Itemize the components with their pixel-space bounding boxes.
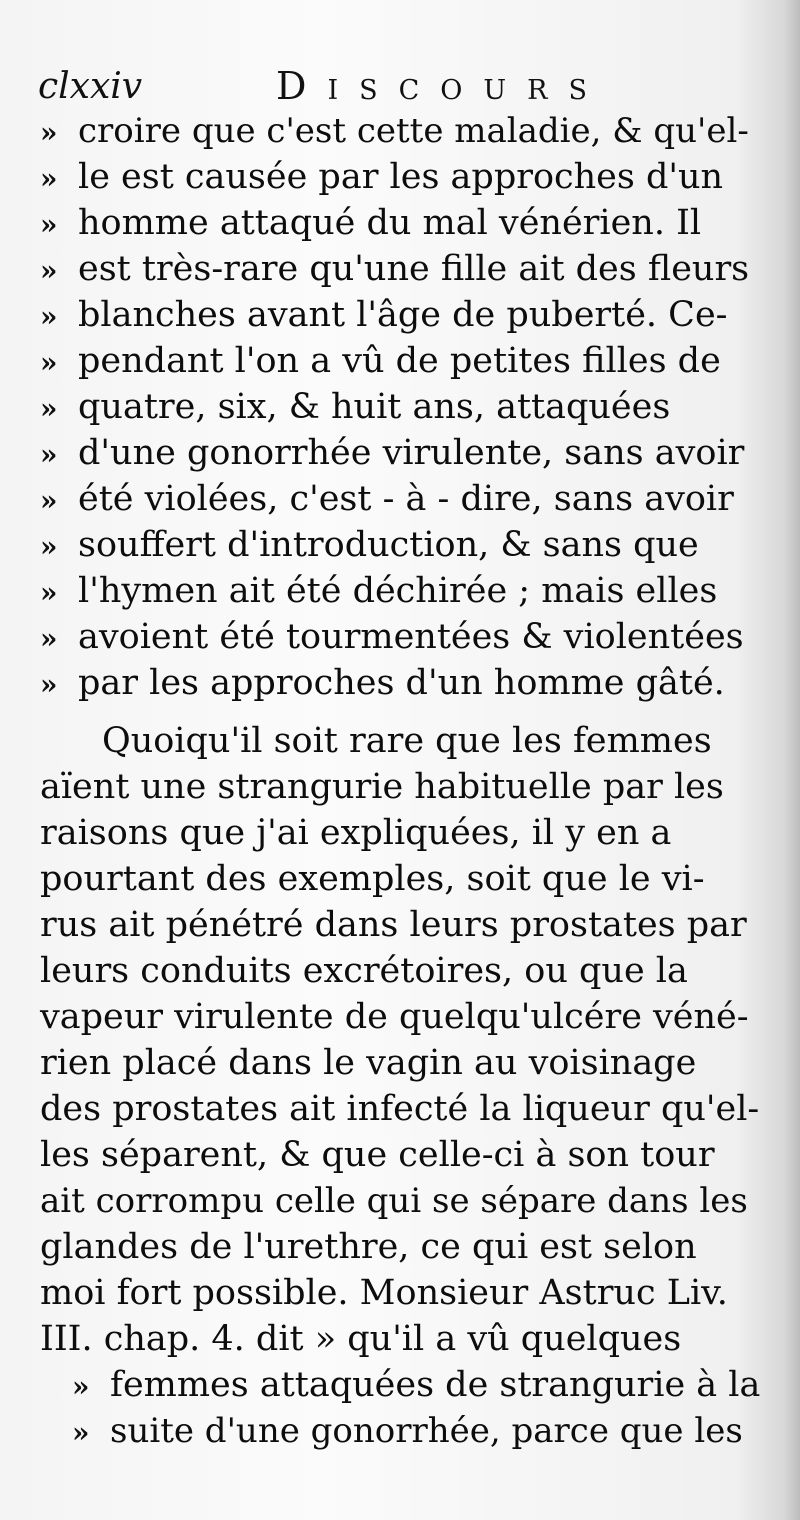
text-line	[40, 200, 701, 246]
text-line	[40, 568, 717, 614]
line-text: pourtant des exemples, soit que le vi-	[40, 859, 705, 899]
line-text: quatre, six, & huit ans, attaquées	[78, 387, 671, 427]
line-text: raisons que j'ai expliquées, il y en a	[40, 813, 672, 853]
text-line	[72, 1362, 760, 1408]
text-line	[72, 1408, 743, 1454]
quote-mark: »	[40, 668, 58, 701]
line-text: vapeur virulente de quelqu'ulcére véné-	[40, 997, 749, 1037]
quote-mark: »	[40, 162, 58, 195]
text-line	[40, 1270, 728, 1316]
text-line	[40, 994, 749, 1040]
line-text: été violées, c'est - à - dire, sans avoir	[78, 479, 734, 519]
line-text: est très-rare qu'une fille ait des fleurs	[78, 249, 750, 289]
quote-mark: »	[72, 1370, 90, 1403]
quote-mark: »	[40, 576, 58, 609]
quote-mark: »	[40, 346, 58, 379]
line-text: souffert d'introduction, & sans que	[78, 525, 699, 565]
running-title: Discours	[276, 64, 609, 108]
text-line	[40, 764, 724, 810]
line-text: le est causée par les approches d'un	[78, 157, 724, 197]
quote-mark: »	[40, 208, 58, 241]
line-text: rien placé dans le vagin au voisinage	[40, 1043, 697, 1083]
quote-mark: »	[40, 484, 58, 517]
text-line	[40, 476, 734, 522]
text-line	[40, 1316, 681, 1362]
line-text: femmes attaquées de strangurie à la	[110, 1365, 761, 1405]
text-line	[40, 154, 723, 200]
line-text: l'hymen ait été déchirée ; mais elles	[78, 571, 718, 611]
quote-mark: »	[40, 438, 58, 471]
line-text: leurs conduits excrétoires, ou que la	[40, 951, 688, 991]
text-line	[40, 522, 699, 568]
quote-mark: »	[40, 116, 58, 149]
text-line	[40, 1178, 748, 1224]
line-text: moi fort possible. Monsieur Astruc Liv.	[40, 1273, 728, 1313]
text-line	[40, 1132, 715, 1178]
line-text: d'une gonorrhée virulente, sans avoir	[78, 433, 745, 473]
text-line	[40, 338, 721, 384]
line-text: pendant l'on a vû de petites filles de	[78, 341, 721, 381]
line-text: blanches avant l'âge de puberté. Ce-	[78, 295, 728, 335]
line-text: III. chap. 4. dit » qu'il a vû quelques	[40, 1319, 682, 1359]
quote-mark: »	[72, 1416, 90, 1449]
page-header	[38, 64, 758, 112]
quote-mark: »	[40, 300, 58, 333]
text-line	[40, 948, 688, 994]
text-line	[40, 292, 728, 338]
text-line	[40, 660, 725, 706]
line-text: les séparent, & que celle-ci à son tour	[40, 1135, 715, 1175]
text-line	[40, 856, 705, 902]
quote-mark: »	[40, 254, 58, 287]
text-line	[40, 1040, 696, 1086]
line-text: suite d'une gonorrhée, parce que les	[110, 1411, 743, 1451]
text-line	[40, 810, 671, 856]
paragraph-first-line	[40, 718, 712, 764]
text-line	[40, 1224, 697, 1270]
line-text: glandes de l'urethre, ce qui est selon	[40, 1227, 697, 1267]
text-line	[40, 1086, 759, 1132]
quote-mark: »	[40, 392, 58, 425]
line-text: aïent une strangurie habituelle par les	[40, 767, 724, 807]
text-line	[40, 384, 670, 430]
text-line	[40, 246, 749, 292]
quote-mark: »	[40, 530, 58, 563]
quote-mark: »	[40, 622, 58, 655]
text-line	[40, 430, 744, 476]
page-number: clxxiv	[38, 66, 143, 107]
line-text: par les approches d'un homme gâté.	[78, 663, 725, 703]
line-text: Quoiqu'il soit rare que les femmes	[102, 721, 712, 761]
line-text: des prostates ait infecté la liqueur qu'el-	[40, 1089, 760, 1129]
line-text: croire que c'est cette maladie, & qu'el-	[78, 111, 749, 151]
line-text: rus ait pénétré dans leurs prostates par	[40, 905, 747, 945]
text-line	[40, 108, 749, 154]
line-text: homme attaqué du mal vénérien. Il	[78, 203, 702, 243]
text-line	[40, 614, 744, 660]
text-line	[40, 902, 747, 948]
line-text: avoient été tourmentées & violentées	[78, 617, 744, 657]
line-text: ait corrompu celle qui se sépare dans les	[40, 1181, 748, 1221]
